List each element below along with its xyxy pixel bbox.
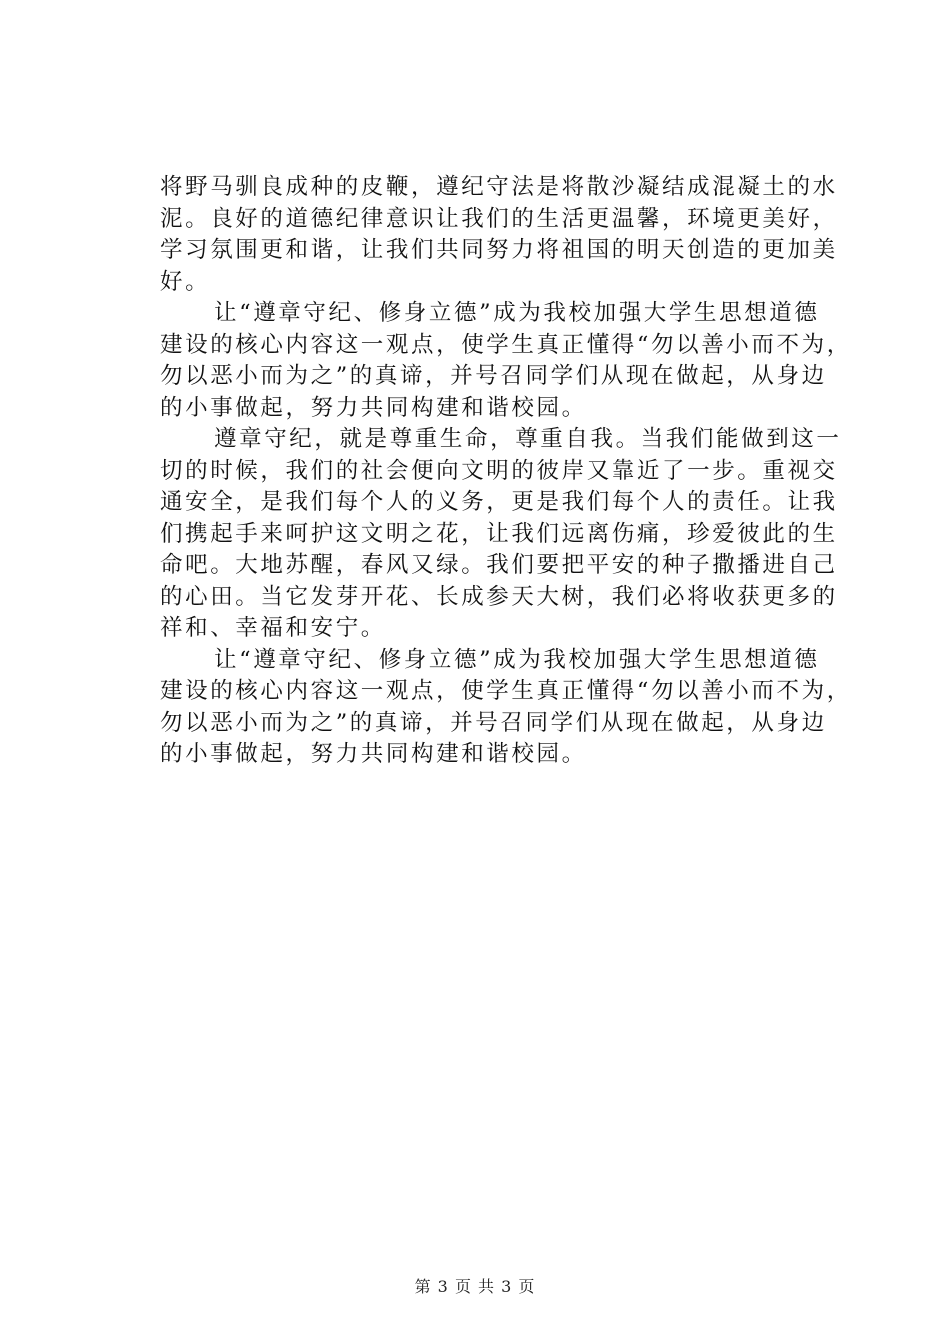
text-line: 遵章守纪，就是尊重生命，尊重自我。当我们能做到这一 [214, 426, 842, 452]
text-line: 祥和、幸福和安宁。 [160, 615, 386, 641]
paragraph-2 [160, 298, 852, 424]
text-line: 通安全，是我们每个人的义务，更是我们每个人的责任。让我 [160, 489, 838, 515]
text-line: 勿以恶小而为之”的真谛，并号召同学们从现在做起，从身边 [160, 363, 827, 389]
paragraph-1 [160, 172, 838, 298]
text-line: 让“遵章守纪、修身立德”成为我校加强大学生思想道德 [214, 646, 820, 673]
text-line: 泥。良好的道德纪律意识让我们的生活更温馨，环境更美好， [160, 205, 838, 232]
text-line: 将野马驯良成种的皮鞭，遵纪守法是将散沙凝结成混凝土的水 [160, 174, 838, 200]
paragraph-4 [160, 645, 852, 771]
paragraph-3 [160, 424, 842, 645]
text-line: 学习氛围更和谐，让我们共同努力将祖国的明天创造的更加美 [160, 237, 838, 263]
text-line: 们携起手来呵护这文明之花，让我们远离伤痛，珍爱彼此的生 [160, 520, 838, 547]
text-line: 的小事做起，努力共同构建和谐校园。 [160, 394, 587, 421]
text-line: 的小事做起，努力共同构建和谐校园。 [160, 741, 587, 767]
text-line: 好。 [160, 268, 211, 295]
document-body [160, 172, 852, 771]
text-line: 建设的核心内容这一观点，使学生真正懂得“勿以善小而不为， [160, 678, 852, 704]
text-line: 让“遵章守纪、修身立德”成为我校加强大学生思想道德 [214, 300, 820, 326]
text-line: 勿以恶小而为之”的真谛，并号召同学们从现在做起，从身边 [160, 709, 827, 736]
text-line: 命吧。大地苏醒，春风又绿。我们要把平安的种子撒播进自己 [160, 552, 838, 578]
page-number-footer: 第 3 页 共 3 页 [414, 1277, 536, 1296]
text-line: 的心田。当它发芽开花、长成参天大树，我们必将收获更多的 [160, 583, 838, 610]
text-line: 建设的核心内容这一观点，使学生真正懂得“勿以善小而不为， [160, 331, 852, 358]
text-line: 切的时候，我们的社会便向文明的彼岸又靠近了一步。重视交 [160, 457, 838, 484]
